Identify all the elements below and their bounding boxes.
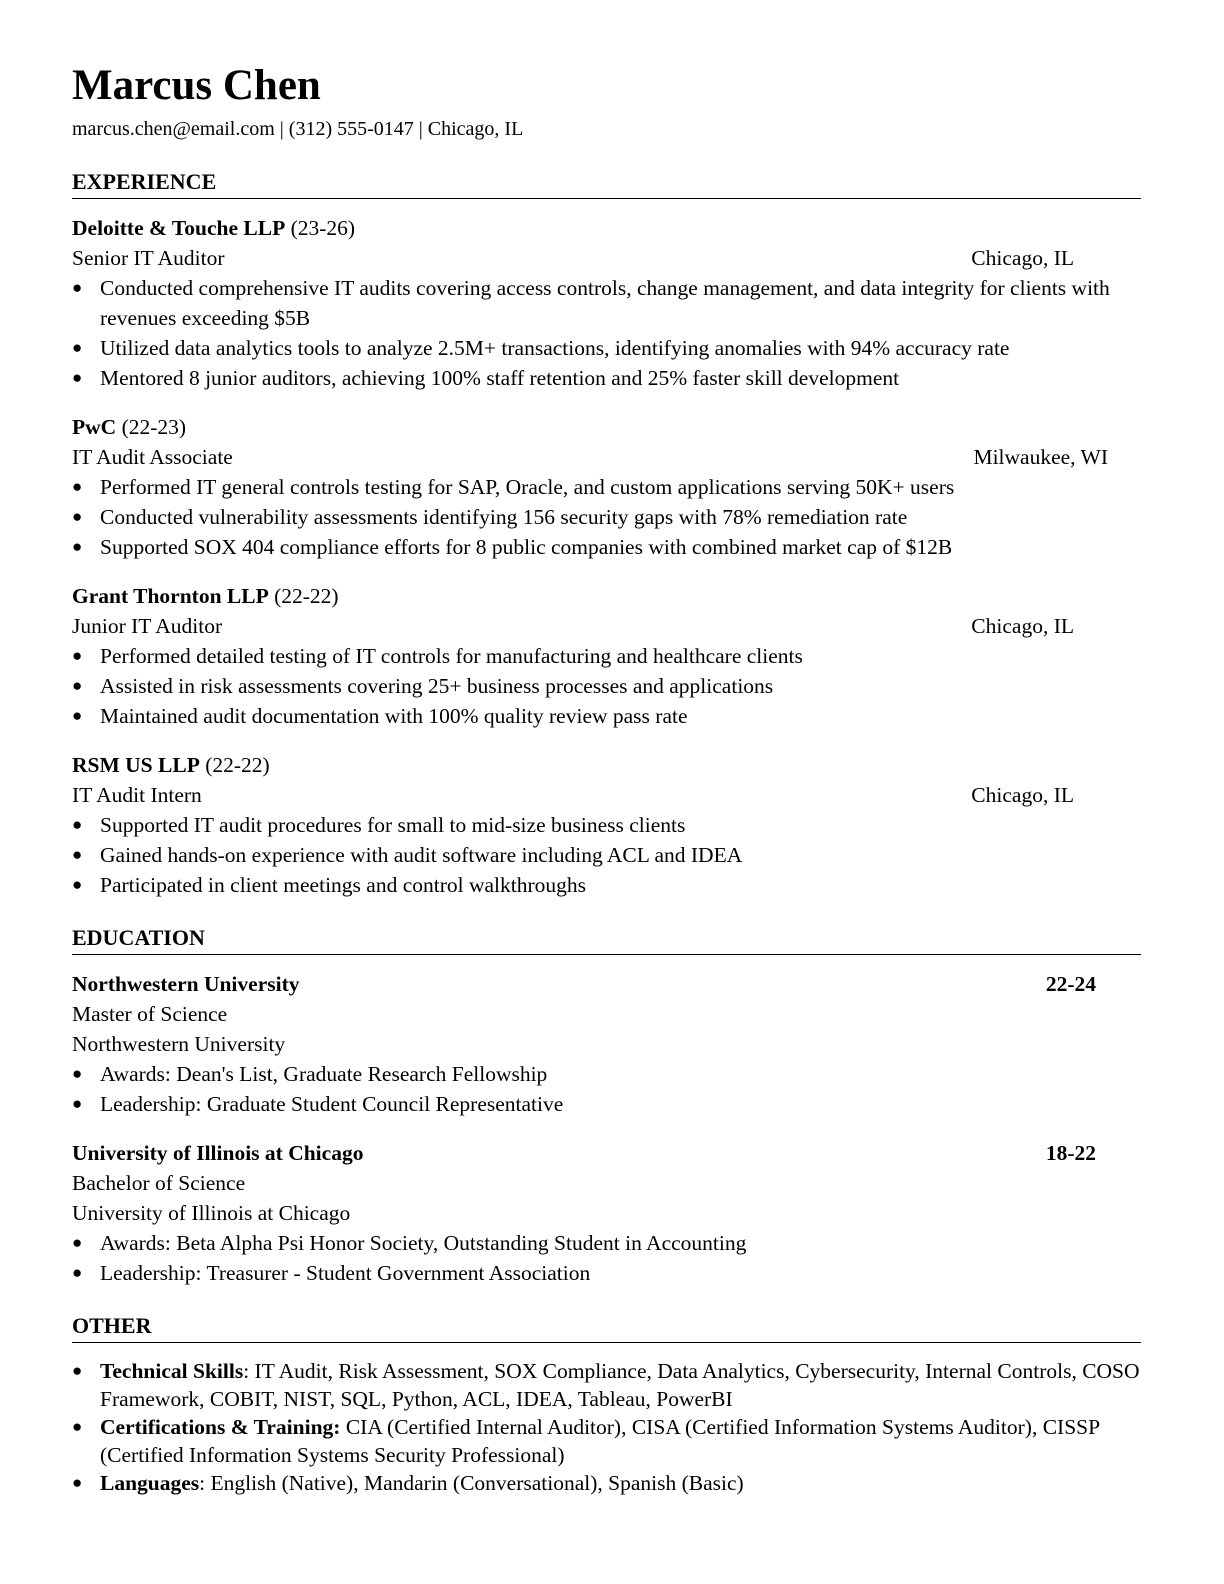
bullet-item: ● Leadership: Treasurer - Student Government Association — [72, 1258, 1141, 1288]
job-entry — [72, 581, 1141, 731]
institution: Northwestern University — [72, 1032, 286, 1056]
item-text: : IT Audit, Risk Assessment, SOX Compliance, Data Analytics, Cybersecurity, Internal Controls, COSO Framework, COBIT, NIST, SQL, Python, ACL, IDEA, Tableau, PowerBI — [100, 1359, 1140, 1411]
item-label: Certifications & Training: — [100, 1415, 341, 1439]
school-bullets — [72, 1228, 1141, 1288]
bullet-item: ● Awards: Dean's List, Graduate Research Fellowship — [72, 1059, 1141, 1089]
job-years: (22-23) — [116, 415, 187, 439]
bullet-item: ● Utilized data analytics tools to analyze 2.5M+ transactions, identifying anomalies with 94% accuracy rate — [72, 333, 1141, 363]
bullet-item: ● Assisted in risk assessments covering 25+ business processes and applications — [72, 671, 1141, 701]
candidate-name: Marcus Chen — [72, 62, 321, 109]
job-location: Chicago, IL — [971, 783, 1074, 807]
other-item-certifications — [72, 1413, 1141, 1469]
item-text: : English (Native), Mandarin (Conversational), Spanish (Basic) — [199, 1471, 744, 1495]
degree: Master of Science — [72, 1002, 228, 1026]
company-name: PwC — [72, 415, 117, 439]
school-entry — [72, 969, 1141, 1119]
job-bullets — [72, 810, 1141, 900]
other-list — [72, 1357, 1141, 1497]
item-label: Technical Skills — [100, 1359, 244, 1383]
job-entry — [72, 213, 1141, 393]
job-location: Milwaukee, WI — [973, 445, 1108, 469]
company-name: Deloitte & Touche LLP — [72, 216, 286, 240]
job-bullets — [72, 273, 1141, 393]
bullet-item: ● Supported SOX 404 compliance efforts for 8 public companies with combined market cap of $12B — [72, 532, 1141, 562]
institution: University of Illinois at Chicago — [72, 1201, 351, 1225]
other-heading: OTHER — [72, 1311, 1141, 1343]
job-bullets — [72, 472, 1141, 562]
bullet-item: ● Gained hands-on experience with audit software including ACL and IDEA — [72, 840, 1141, 870]
job-role: Senior IT Auditor — [72, 246, 225, 270]
bullet-item: ● Performed detailed testing of IT controls for manufacturing and healthcare clients — [72, 641, 1141, 671]
bullet-item: ● Maintained audit documentation with 100% quality review pass rate — [72, 701, 1141, 731]
job-entry — [72, 412, 1141, 562]
education-heading: EDUCATION — [72, 923, 1141, 955]
item-label: Languages — [100, 1471, 200, 1495]
contact-line: marcus.chen@email.com | (312) 555-0147 | Chicago, IL — [72, 118, 524, 140]
job-entry — [72, 750, 1141, 900]
other-item-languages — [72, 1469, 1141, 1497]
bullet-item: ● Conducted vulnerability assessments identifying 156 security gaps with 78% remediation rate — [72, 502, 1141, 532]
degree: Bachelor of Science — [72, 1171, 246, 1195]
school-bullets — [72, 1059, 1141, 1119]
resume-page — [72, 60, 1141, 1497]
school-years: 22-24 — [1045, 972, 1096, 996]
education-section — [72, 923, 1141, 1288]
bullet-item: ● Performed IT general controls testing for SAP, Oracle, and custom applications serving 50K+ users — [72, 472, 1141, 502]
job-role: Junior IT Auditor — [72, 614, 223, 638]
other-item-skills — [72, 1357, 1141, 1413]
item-text: CIA (Certified Internal Auditor), CISA (Certified Information Systems Auditor), CISSP (Certified Information Systems Security Professional) — [100, 1415, 1100, 1467]
other-section — [72, 1311, 1141, 1497]
job-years: (22-22) — [268, 584, 339, 608]
bullet-item: ● Leadership: Graduate Student Council Representative — [72, 1089, 1141, 1119]
experience-heading: EXPERIENCE — [72, 167, 1141, 199]
company-name: Grant Thornton LLP — [72, 584, 269, 608]
job-role: IT Audit Associate — [72, 445, 233, 469]
bullet-item: ● Mentored 8 junior auditors, achieving 100% staff retention and 25% faster skill development — [72, 363, 1141, 393]
bullet-item: ● Participated in client meetings and control walkthroughs — [72, 870, 1141, 900]
job-location: Chicago, IL — [971, 614, 1074, 638]
school-years: 18-22 — [1045, 1141, 1096, 1165]
experience-section — [72, 167, 1141, 900]
job-location: Chicago, IL — [971, 246, 1074, 270]
school-name: Northwestern University — [72, 972, 300, 996]
company-name: RSM US LLP — [72, 753, 200, 777]
bullet-item: ● Awards: Beta Alpha Psi Honor Society, Outstanding Student in Accounting — [72, 1228, 1141, 1258]
job-bullets — [72, 641, 1141, 731]
school-name: University of Illinois at Chicago — [72, 1141, 364, 1165]
bullet-item: ● Conducted comprehensive IT audits covering access controls, change management, and data integrity for clients with revenues exceeding $5B — [72, 273, 1141, 333]
bullet-item: ● Supported IT audit procedures for small to mid-size business clients — [72, 810, 1141, 840]
school-entry — [72, 1138, 1141, 1288]
job-years: (22-22) — [199, 753, 270, 777]
job-role: IT Audit Intern — [72, 783, 202, 807]
job-years: (23-26) — [285, 216, 356, 240]
